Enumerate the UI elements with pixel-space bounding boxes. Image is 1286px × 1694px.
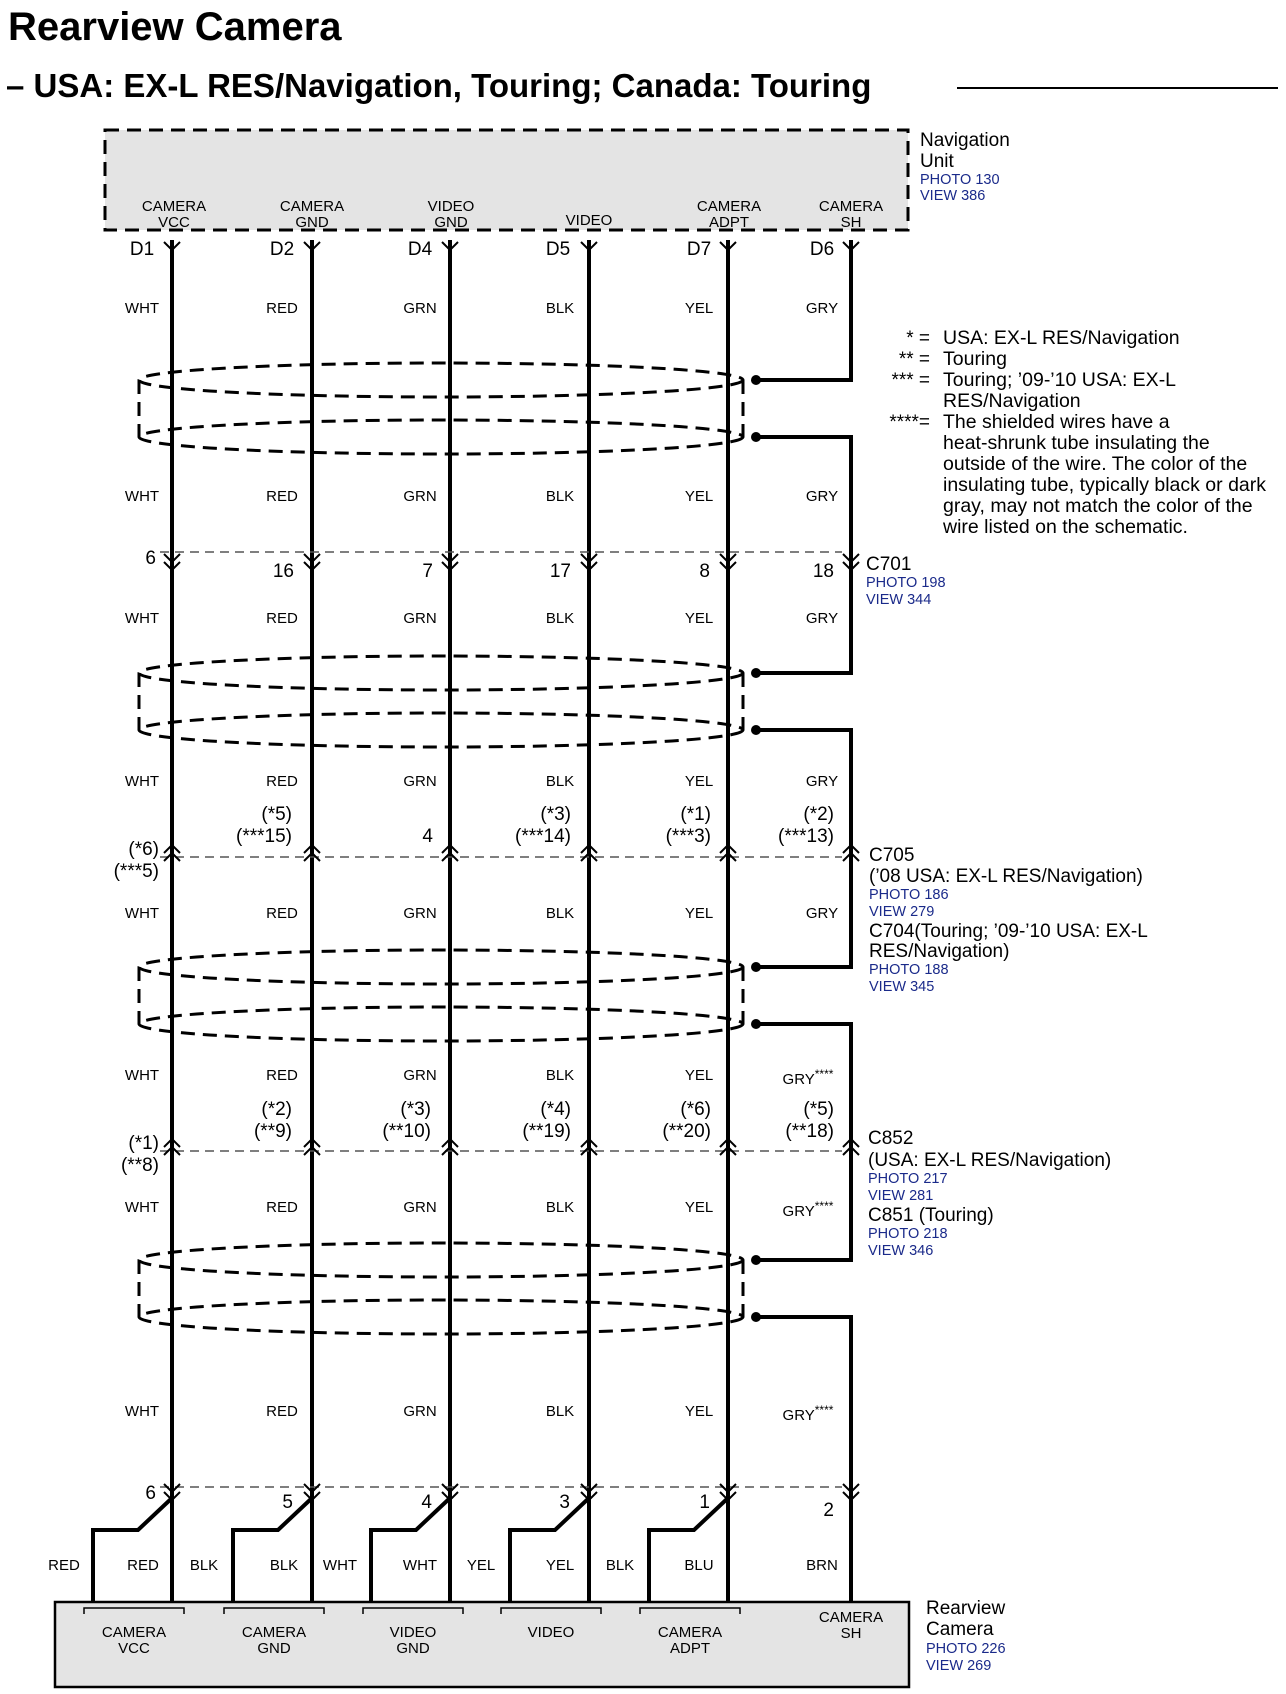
shield-1 <box>139 363 743 454</box>
wire-color-label: GRN <box>403 1067 437 1084</box>
legend-text: RES/Navigation <box>943 390 1081 412</box>
nav-pin-label: ADPT <box>708 214 750 231</box>
wire-color-label: RED <box>266 905 298 922</box>
connector-pin-number: 4 <box>422 826 433 847</box>
wire-color-label: BLK <box>545 905 575 922</box>
wire-color-label: WHT <box>124 905 160 922</box>
camera-pin-label: GND <box>396 1640 430 1657</box>
wire-color-label: GRN <box>403 905 437 922</box>
connector-pin-number: (*5) <box>803 1099 834 1120</box>
rearview-camera-box <box>55 1602 909 1687</box>
wire-color-label: GRN <box>403 773 437 790</box>
pair-wire <box>93 1498 172 1602</box>
wire-color-label: WHT <box>124 610 160 627</box>
svg-text:(USA: EX-L RES/Navigation): (USA: EX-L RES/Navigation) <box>868 1150 1112 1171</box>
wire-color-label: BLK <box>545 1067 575 1084</box>
connector-pin-number: 7 <box>422 561 433 582</box>
svg-text:PHOTO 186: PHOTO 186 <box>869 887 949 903</box>
wire-color-label: YEL <box>684 488 714 505</box>
wire-color-label: WHT <box>124 300 160 317</box>
svg-text:PHOTO 130: PHOTO 130 <box>920 172 1000 188</box>
junction-dot <box>751 1255 761 1265</box>
wire-color-label: WHT <box>124 1403 160 1420</box>
junction-dot <box>751 375 761 385</box>
svg-text:PHOTO 188: PHOTO 188 <box>869 962 949 978</box>
camera-pin-label: CAMERA <box>241 1624 307 1641</box>
nav-pin-label: GND <box>295 214 329 231</box>
connector-pin-number: (*2) <box>261 1099 292 1120</box>
wire-color-label: GRY <box>805 300 839 317</box>
wire-color-label: BLK <box>545 610 575 627</box>
connector-pin-number: 16 <box>272 561 294 582</box>
wire-color-label: RED <box>266 1067 298 1084</box>
wire-color-label: BLK <box>545 1199 575 1216</box>
wire-color-label-shielded <box>783 1067 834 1088</box>
connector-pin-number: 18 <box>812 561 834 582</box>
navigation-unit-label <box>920 130 1010 204</box>
pair-jogs <box>93 1498 728 1602</box>
legend-text: heat-shrunk tube insulating the <box>943 432 1210 454</box>
wire-color-label: GRN <box>403 610 437 627</box>
legend-text: USA: EX-L RES/Navigation <box>943 327 1180 349</box>
legend-text: Touring; ’09-’10 USA: EX-L <box>943 369 1177 391</box>
wire-color-label: RED <box>266 773 298 790</box>
camera-pin-label: CAMERA <box>657 1624 723 1641</box>
shield-4 <box>139 1243 743 1334</box>
wire-color-label: WHT <box>124 1199 160 1216</box>
wire-color-label: GRN <box>403 1403 437 1420</box>
wire-color-label: BLK <box>605 1557 635 1574</box>
pair-wire <box>371 1498 450 1602</box>
wire-color-label: RED <box>48 1557 80 1574</box>
c705-label <box>869 845 1148 995</box>
wire-color-label: BLK <box>545 1403 575 1420</box>
connector-pin-number: (***15) <box>236 826 292 847</box>
connector-pin-number: 17 <box>549 561 571 582</box>
svg-text:PHOTO 218: PHOTO 218 <box>868 1226 948 1242</box>
legend-symbol: ****= <box>889 412 930 433</box>
svg-text:VIEW 281: VIEW 281 <box>868 1188 934 1204</box>
wire-color-label: GRY <box>805 610 839 627</box>
pair-wire <box>649 1498 728 1602</box>
c701-label <box>866 554 946 608</box>
junction-dot <box>751 1019 761 1029</box>
camera-wire-colors <box>48 1557 838 1574</box>
connector-pin-number: 8 <box>699 561 710 582</box>
nav-pin-label: CAMERA <box>696 198 762 215</box>
camera-pin-label: CAMERA <box>818 1609 884 1626</box>
wire-color-label: RED <box>266 610 298 627</box>
wire-color-label: WHT <box>124 1067 160 1084</box>
nav-pin-label: VIDEO <box>565 212 613 229</box>
connector-lines <box>160 552 842 1487</box>
legend-text: gray, may not match the color of the <box>943 495 1253 517</box>
svg-text:GRY****: GRY**** <box>782 1403 834 1424</box>
wire-color-label: RED <box>266 488 298 505</box>
legend-symbol: * = <box>906 328 930 349</box>
connector-pin-number: (**8) <box>120 1155 159 1176</box>
connector-pin-number: (**20) <box>662 1121 711 1142</box>
shield-junction-dots <box>751 375 761 1322</box>
svg-text:Unit: Unit <box>920 151 954 172</box>
wire-color-label: YEL <box>684 1403 714 1420</box>
page-title: Rearview Camera <box>8 5 342 49</box>
legend-text: insulating tube, typically black or dark <box>943 474 1266 496</box>
connector-pin-number: (*1) <box>128 1133 159 1154</box>
wire-color-label: BLK <box>189 1557 219 1574</box>
c701-pins <box>145 548 834 582</box>
junction-dot <box>751 725 761 735</box>
camera-pin-label: ADPT <box>669 1640 711 1657</box>
junction-dot <box>751 668 761 678</box>
svg-text:VIEW 344: VIEW 344 <box>866 592 932 608</box>
svg-text:VIEW 279: VIEW 279 <box>869 904 935 920</box>
connector-pin-number: (*1) <box>680 804 711 825</box>
rearview-camera-label <box>926 1598 1006 1674</box>
svg-text:Rearview: Rearview <box>926 1598 1006 1619</box>
connector-pin-number: 3 <box>559 1492 570 1513</box>
svg-text:GRY****: GRY**** <box>782 1067 834 1088</box>
wire-color-label: YEL <box>466 1557 496 1574</box>
connector-pin-number: (***13) <box>778 826 834 847</box>
wire-color-label: RED <box>266 1199 298 1216</box>
camera-pin-label: VIDEO <box>527 1624 575 1641</box>
connector-pin-number: (*3) <box>400 1099 431 1120</box>
svg-text:PHOTO 198: PHOTO 198 <box>866 575 946 591</box>
svg-text:C851 (Touring): C851 (Touring) <box>868 1205 994 1226</box>
wire-color-label: GRN <box>403 300 437 317</box>
wire-color-label: YEL <box>684 1067 714 1084</box>
svg-text:Navigation: Navigation <box>920 130 1010 151</box>
connector-pin-number: (**18) <box>785 1121 834 1142</box>
svg-text:C704(Touring; ’09-’10 USA: EX-: C704(Touring; ’09-’10 USA: EX-L <box>869 921 1148 942</box>
camera-pin-label: VIDEO <box>389 1624 437 1641</box>
connector-pin-number: (*6) <box>128 839 159 860</box>
svg-text:PHOTO 226: PHOTO 226 <box>926 1641 1006 1657</box>
nav-pin-number: D5 <box>545 239 571 260</box>
wire-color-label: YEL <box>684 610 714 627</box>
wire-color-label: WHT <box>322 1557 358 1574</box>
connector-pin-number: (**9) <box>253 1121 292 1142</box>
pair-wire <box>233 1498 312 1602</box>
nav-pin-label: CAMERA <box>141 198 207 215</box>
nav-pin-label: VIDEO <box>427 198 475 215</box>
connector-pin-number: 6 <box>145 548 156 569</box>
legend-symbol: *** = <box>891 370 930 391</box>
svg-text:C701: C701 <box>866 554 912 575</box>
wire-color-label: RED <box>266 300 298 317</box>
connector-glyphs <box>164 242 859 1500</box>
wire-color-label: GRY <box>805 773 839 790</box>
nav-pin-number: D4 <box>407 239 433 260</box>
pair-wire <box>510 1498 589 1602</box>
legend-text: Touring <box>943 348 1007 370</box>
wire-color-label: BLK <box>545 488 575 505</box>
svg-text:VIEW 269: VIEW 269 <box>926 1658 992 1674</box>
wire-color-label: YEL <box>684 1199 714 1216</box>
svg-text:VIEW 346: VIEW 346 <box>868 1243 934 1259</box>
wire-color-label: WHT <box>124 773 160 790</box>
camera-pin-label: VCC <box>118 1640 150 1657</box>
junction-dot <box>751 1312 761 1322</box>
connector-pin-number: 4 <box>421 1492 432 1513</box>
wire-color-label: YEL <box>684 300 714 317</box>
connector-pin-number: 2 <box>823 1500 834 1521</box>
wire-color-label: GRN <box>403 1199 437 1216</box>
navigation-unit-box <box>105 130 908 230</box>
junction-dot <box>751 432 761 442</box>
svg-text:Camera: Camera <box>926 1619 994 1640</box>
junction-dot <box>751 962 761 972</box>
wire-color-label: YEL <box>545 1557 575 1574</box>
legend-symbol: ** = <box>898 349 930 370</box>
svg-text:C852: C852 <box>868 1128 914 1149</box>
wire-color-label: WHT <box>402 1557 438 1574</box>
svg-text:VIEW 386: VIEW 386 <box>920 188 986 204</box>
camera-pin-label: SH <box>840 1625 862 1642</box>
wire-color-label: WHT <box>124 488 160 505</box>
wire-color-label: BLK <box>545 300 575 317</box>
nav-pin-label: CAMERA <box>279 198 345 215</box>
legend-text: The shielded wires have a <box>943 411 1170 433</box>
wire-color-label-shielded <box>783 1199 834 1220</box>
shield-drain-wire <box>756 1024 851 1260</box>
wire-color-label: GRN <box>403 488 437 505</box>
connector-pin-number: (*6) <box>680 1099 711 1120</box>
nav-pin-number: D6 <box>809 239 835 260</box>
connector-pin-number: (*5) <box>261 804 292 825</box>
connector-pin-number: (*4) <box>540 1099 571 1120</box>
connector-pin-number: 1 <box>699 1492 710 1513</box>
connector-pin-number: (**10) <box>382 1121 431 1142</box>
nav-pin-label: SH <box>840 214 862 231</box>
legend-text: outside of the wire. The color of the <box>943 453 1248 475</box>
svg-text:(’08 USA: EX-L RES/Navigation): (’08 USA: EX-L RES/Navigation) <box>869 866 1143 887</box>
nav-pin-number: D7 <box>686 239 712 260</box>
nav-pin-label: VCC <box>158 214 190 231</box>
svg-text:GRY****: GRY**** <box>782 1199 834 1220</box>
wire-color-label: BLK <box>545 773 575 790</box>
connector-pin-number: 6 <box>145 1483 156 1504</box>
connector-pin-number: (***14) <box>515 826 571 847</box>
wire-color-label: GRY <box>805 488 839 505</box>
wire-color-label: YEL <box>684 773 714 790</box>
shield-2 <box>139 656 743 747</box>
connector-pin-number: (***5) <box>113 861 159 882</box>
nav-pin-label: GND <box>434 214 468 231</box>
wire-color-label: BRN <box>806 1557 838 1574</box>
shield-3 <box>139 950 743 1041</box>
wire-color-label: RED <box>266 1403 298 1420</box>
wire-color-label: RED <box>127 1557 159 1574</box>
camera-pin-label: GND <box>257 1640 291 1657</box>
camera-pin-label: CAMERA <box>101 1624 167 1641</box>
shield-groups <box>139 363 743 1334</box>
legend <box>889 327 1266 538</box>
wire-color-label: BLU <box>684 1557 714 1574</box>
wire-color-label: BLK <box>269 1557 299 1574</box>
page-subtitle: – USA: EX-L RES/Navigation, Touring; Canada: Touring <box>6 67 872 104</box>
connector-pin-number: (***3) <box>665 826 711 847</box>
connector-pin-number: (*3) <box>540 804 571 825</box>
svg-text:RES/Navigation): RES/Navigation) <box>869 941 1010 962</box>
wire-color-label: GRY <box>805 905 839 922</box>
svg-text:C705: C705 <box>869 845 915 866</box>
shield-drain-wire <box>756 437 851 673</box>
nav-pin-number: D2 <box>269 239 295 260</box>
connector-pin-number: (*2) <box>803 804 834 825</box>
c705-pins <box>114 804 834 882</box>
connector-pin-number: (**19) <box>522 1121 571 1142</box>
legend-text: wire listed on the schematic. <box>943 516 1188 538</box>
wire-color-label-shielded <box>783 1403 834 1424</box>
nav-pin-number: D1 <box>129 239 155 260</box>
c852-label <box>868 1128 1111 1259</box>
shield-drain-wire <box>756 730 851 967</box>
svg-text:PHOTO 217: PHOTO 217 <box>868 1171 948 1187</box>
nav-pin-label: CAMERA <box>818 198 884 215</box>
wire-color-label: YEL <box>684 905 714 922</box>
connector-pin-number: 5 <box>282 1492 293 1513</box>
svg-text:VIEW 345: VIEW 345 <box>869 979 935 995</box>
